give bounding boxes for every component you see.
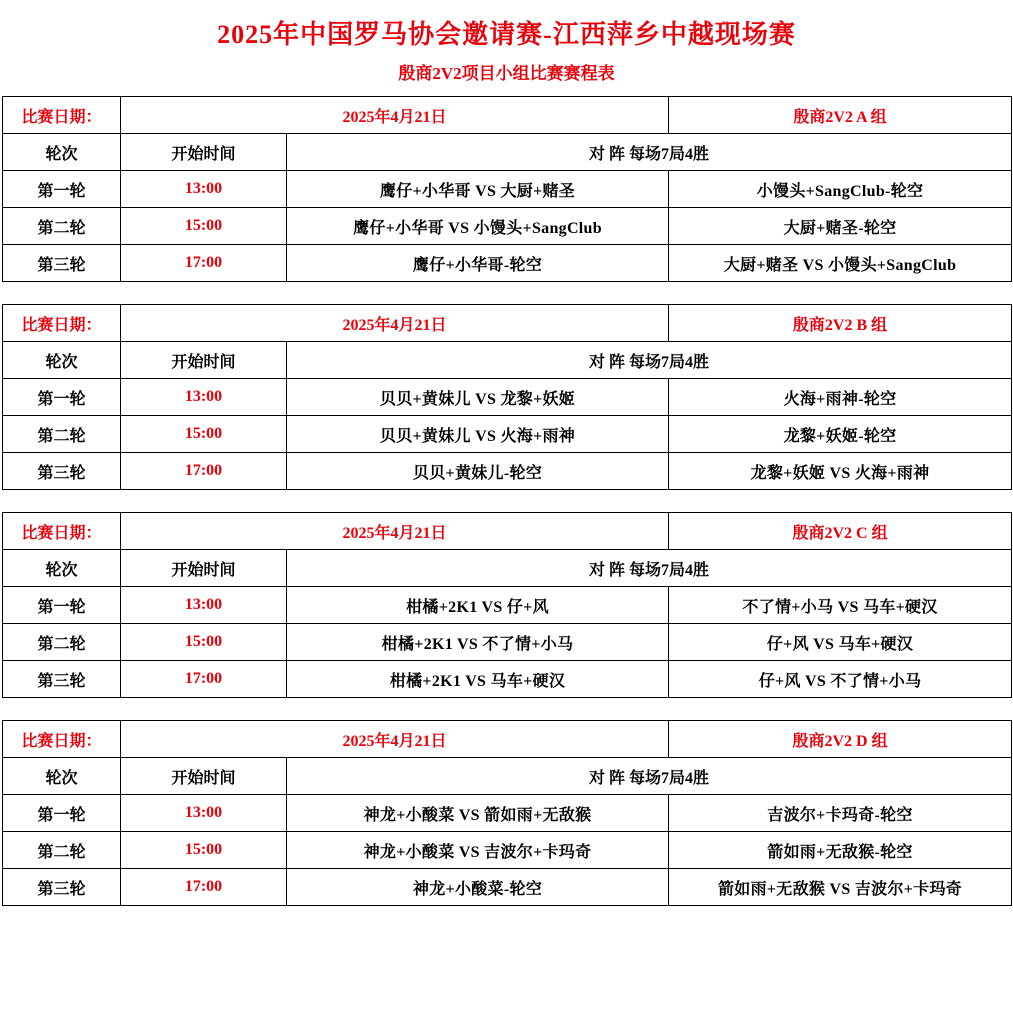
round-cell: 第一轮	[3, 171, 121, 208]
match-date: 2025年4月21日	[121, 513, 669, 550]
round-cell: 第二轮	[3, 832, 121, 869]
table-row-header-columns	[3, 550, 1012, 587]
match-right-cell: 小馒头+SangClub-轮空	[669, 171, 1012, 208]
match-left-cell: 贝贝+黄妹儿-轮空	[287, 453, 669, 490]
group-name: 殷商2V2 B 组	[669, 305, 1012, 342]
match-left-cell: 柑橘+2K1 VS 马车+硬汉	[287, 661, 669, 698]
group-table-c	[2, 512, 1012, 698]
match-date: 2025年4月21日	[121, 721, 669, 758]
match-right-cell: 仔+风 VS 马车+硬汉	[669, 624, 1012, 661]
matchup-header: 对 阵 每场7局4胜	[287, 134, 1012, 171]
group-name: 殷商2V2 D 组	[669, 721, 1012, 758]
time-cell: 13:00	[121, 171, 287, 208]
time-cell: 13:00	[121, 795, 287, 832]
start-time-header: 开始时间	[121, 550, 287, 587]
table-row	[3, 453, 1012, 490]
match-left-cell: 柑橘+2K1 VS 不了情+小马	[287, 624, 669, 661]
match-left-cell: 柑橘+2K1 VS 仔+风	[287, 587, 669, 624]
round-header: 轮次	[3, 134, 121, 171]
table-row	[3, 587, 1012, 624]
table-row-header-date	[3, 721, 1012, 758]
match-right-cell: 龙黎+妖姬 VS 火海+雨神	[669, 453, 1012, 490]
match-right-cell: 吉波尔+卡玛奇-轮空	[669, 795, 1012, 832]
round-cell: 第三轮	[3, 245, 121, 282]
round-cell: 第二轮	[3, 624, 121, 661]
time-cell: 15:00	[121, 208, 287, 245]
matchup-header: 对 阵 每场7局4胜	[287, 342, 1012, 379]
time-cell: 17:00	[121, 661, 287, 698]
round-cell: 第二轮	[3, 416, 121, 453]
time-cell: 13:00	[121, 587, 287, 624]
table-row-header-columns	[3, 134, 1012, 171]
table-row	[3, 416, 1012, 453]
match-right-cell: 仔+风 VS 不了情+小马	[669, 661, 1012, 698]
table-row-header-date	[3, 305, 1012, 342]
round-header: 轮次	[3, 550, 121, 587]
match-left-cell: 鹰仔+小华哥 VS 小馒头+SangClub	[287, 208, 669, 245]
start-time-header: 开始时间	[121, 758, 287, 795]
time-cell: 17:00	[121, 453, 287, 490]
start-time-header: 开始时间	[121, 134, 287, 171]
time-cell: 15:00	[121, 416, 287, 453]
date-label: 比赛日期：	[3, 97, 121, 134]
round-cell: 第一轮	[3, 379, 121, 416]
table-row-header-date	[3, 97, 1012, 134]
time-cell: 13:00	[121, 379, 287, 416]
table-row-header-columns	[3, 758, 1012, 795]
match-right-cell: 箭如雨+无敌猴-轮空	[669, 832, 1012, 869]
table-row	[3, 245, 1012, 282]
group-spacer	[0, 698, 1013, 720]
page-subtitle: 殷商2V2项目小组比赛赛程表	[398, 64, 615, 83]
group-table-d	[2, 720, 1012, 906]
round-header: 轮次	[3, 758, 121, 795]
round-cell: 第三轮	[3, 869, 121, 906]
table-row	[3, 171, 1012, 208]
time-cell: 17:00	[121, 245, 287, 282]
page-title: 2025年中国罗马协会邀请赛-江西萍乡中越现场赛	[217, 20, 796, 49]
group-spacer	[0, 490, 1013, 512]
match-left-cell: 神龙+小酸菜-轮空	[287, 869, 669, 906]
match-left-cell: 鹰仔+小华哥-轮空	[287, 245, 669, 282]
time-cell: 15:00	[121, 624, 287, 661]
round-cell: 第二轮	[3, 208, 121, 245]
date-label: 比赛日期：	[3, 513, 121, 550]
match-right-cell: 大厨+赌圣 VS 小馒头+SangClub	[669, 245, 1012, 282]
match-right-cell: 龙黎+妖姬-轮空	[669, 416, 1012, 453]
match-left-cell: 贝贝+黄妹儿 VS 龙黎+妖姬	[287, 379, 669, 416]
group-table-a	[2, 96, 1012, 282]
time-cell: 15:00	[121, 832, 287, 869]
match-left-cell: 神龙+小酸菜 VS 吉波尔+卡玛奇	[287, 832, 669, 869]
round-cell: 第一轮	[3, 795, 121, 832]
match-left-cell: 鹰仔+小华哥 VS 大厨+赌圣	[287, 171, 669, 208]
matchup-header: 对 阵 每场7局4胜	[287, 550, 1012, 587]
table-row	[3, 869, 1012, 906]
table-row	[3, 379, 1012, 416]
round-cell: 第一轮	[3, 587, 121, 624]
match-left-cell: 神龙+小酸菜 VS 箭如雨+无敌猴	[287, 795, 669, 832]
match-date: 2025年4月21日	[121, 305, 669, 342]
table-row-header-columns	[3, 342, 1012, 379]
match-right-cell: 不了情+小马 VS 马车+硬汉	[669, 587, 1012, 624]
matchup-header: 对 阵 每场7局4胜	[287, 758, 1012, 795]
table-row	[3, 208, 1012, 245]
group-name: 殷商2V2 C 组	[669, 513, 1012, 550]
date-label: 比赛日期：	[3, 721, 121, 758]
start-time-header: 开始时间	[121, 342, 287, 379]
match-right-cell: 大厨+赌圣-轮空	[669, 208, 1012, 245]
group-name: 殷商2V2 A 组	[669, 97, 1012, 134]
date-label: 比赛日期：	[3, 305, 121, 342]
group-spacer	[0, 282, 1013, 304]
table-row	[3, 795, 1012, 832]
group-table-b	[2, 304, 1012, 490]
time-cell: 17:00	[121, 869, 287, 906]
round-cell: 第三轮	[3, 453, 121, 490]
round-header: 轮次	[3, 342, 121, 379]
match-right-cell: 箭如雨+无敌猴 VS 吉波尔+卡玛奇	[669, 869, 1012, 906]
table-row	[3, 832, 1012, 869]
match-left-cell: 贝贝+黄妹儿 VS 火海+雨神	[287, 416, 669, 453]
round-cell: 第三轮	[3, 661, 121, 698]
table-row	[3, 661, 1012, 698]
match-right-cell: 火海+雨神-轮空	[669, 379, 1012, 416]
table-row	[3, 624, 1012, 661]
table-row-header-date	[3, 513, 1012, 550]
match-date: 2025年4月21日	[121, 97, 669, 134]
